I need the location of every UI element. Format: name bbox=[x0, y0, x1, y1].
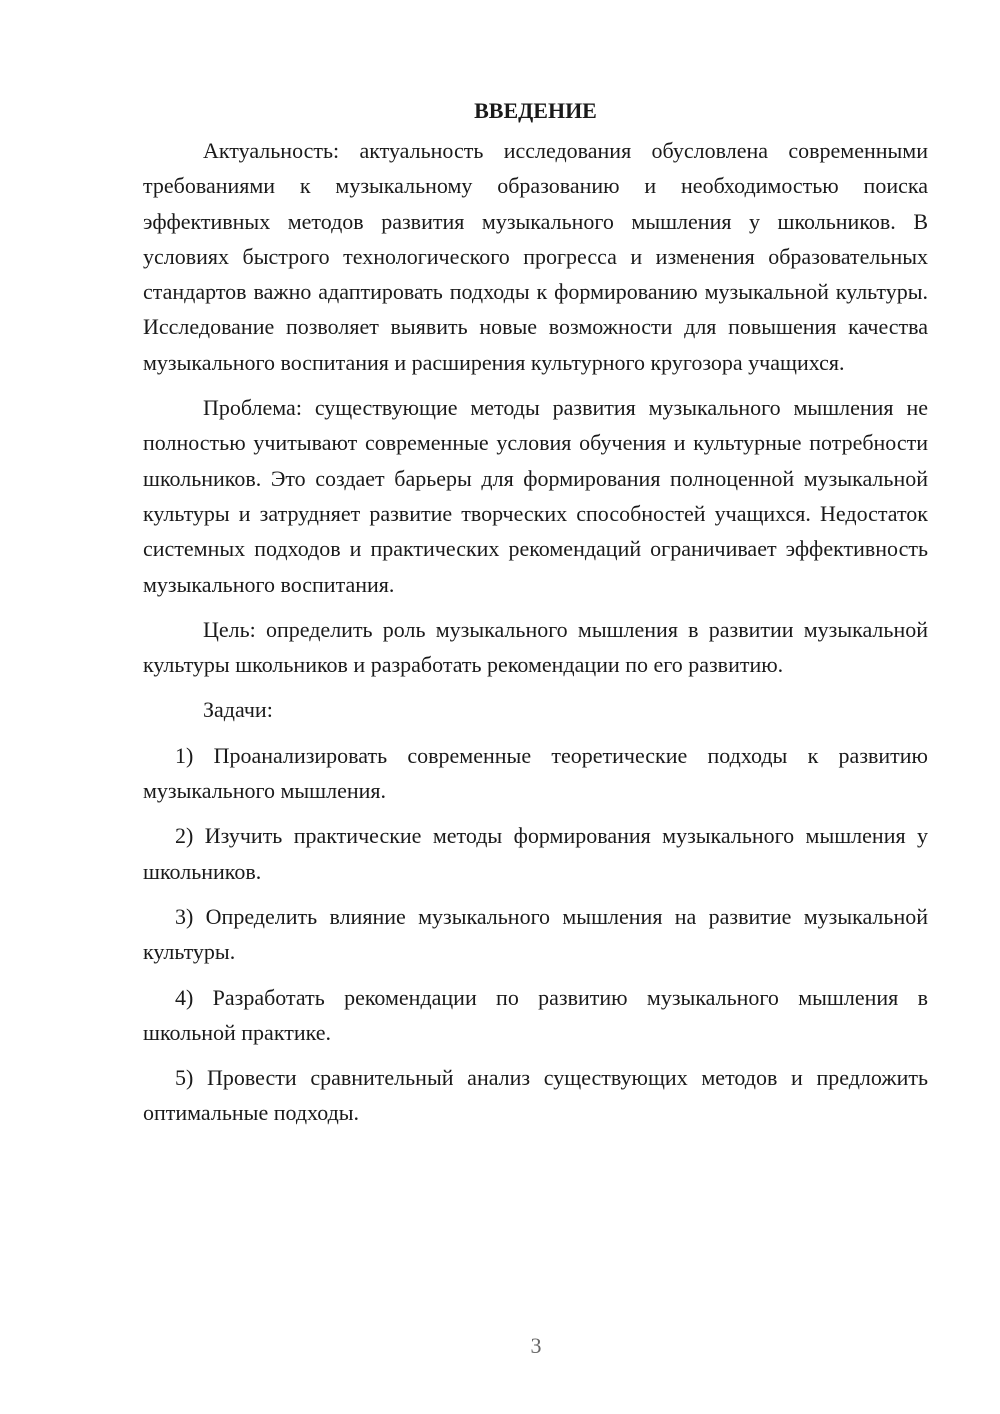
paragraph-goal: Цель: определить роль музыкального мышления в развитии музыкальной культуры школьников и разработать рекомендации по его развитию. bbox=[143, 616, 928, 678]
paragraph-relevance: Актуальность: актуальность исследования обусловлена современными требованиями к музыкальному образованию и необходимостью поиска эффективных методов развития музыкального мышления у школьников. В условиях быстрого технологического прогресса и изменения образовательных стандартов важно адаптировать подходы к формированию музыкальной культуры. Исследование позволяет выявить новые возможности для повышения качества музыкального воспитания и расширения культурного кругозора учащихся. bbox=[143, 138, 928, 375]
task-item-3: 3) Определить влияние музыкального мышления на развитие музыкальной культуры. bbox=[143, 903, 928, 965]
task-item-5: 5) Провести сравнительный анализ существующих методов и предложить оптимальные подходы. bbox=[143, 1065, 928, 1126]
task-item-2: 2) Изучить практические методы формирования музыкального мышления у школьников. bbox=[143, 823, 928, 884]
section-title: ВВЕДЕНИЕ bbox=[474, 98, 597, 123]
tasks-heading: Задачи: bbox=[203, 697, 273, 723]
page-number: 3 bbox=[530, 1333, 542, 1358]
task-item-4: 4) Разработать рекомендации по развитию музыкального мышления в школьной практике. bbox=[143, 984, 928, 1045]
document-page bbox=[143, 93, 928, 1131]
task-item-1: 1) Проанализировать современные теоретические подходы к развитию музыкального мышления. bbox=[143, 742, 928, 804]
paragraph-problem: Проблема: существующие методы развития музыкального мышления не полностью учитывают современные условия обучения и культурные потребности школьников. Это создает барьеры для формирования полноценной музыкальной культуры и затрудняет развитие творческих способностей учащихся. Недостаток системных подходов и практических рекомендаций ограничивает эффективность музыкального воспитания. bbox=[143, 395, 928, 597]
